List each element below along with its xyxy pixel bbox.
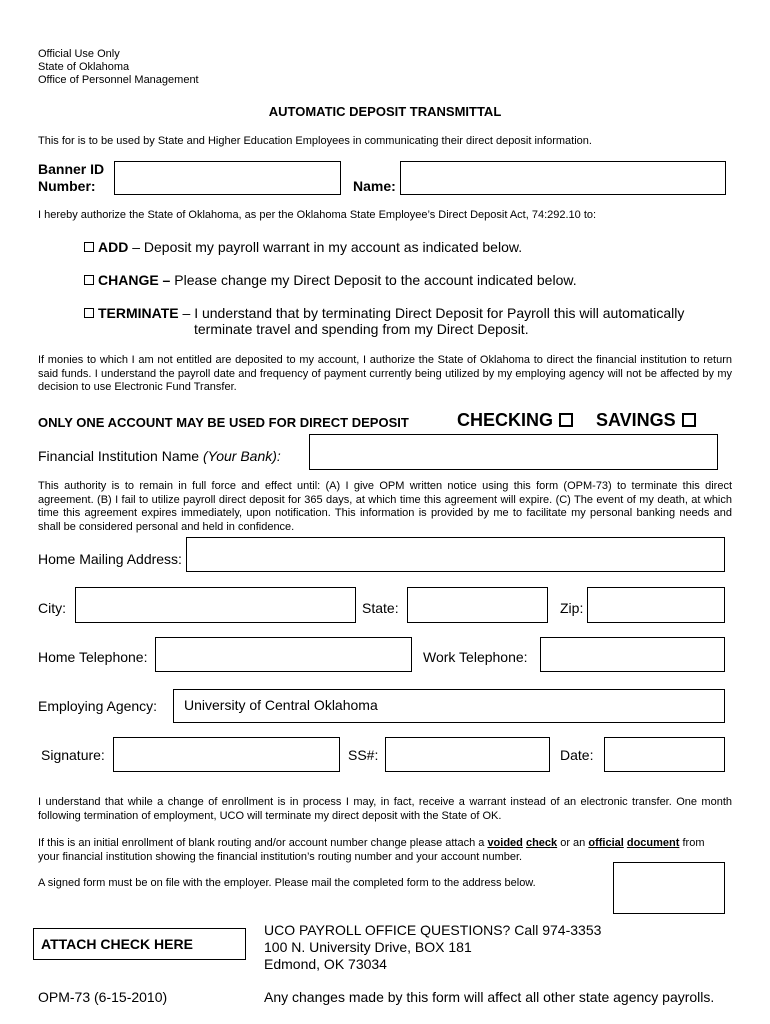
financial-institution-input[interactable] [309, 434, 718, 470]
work-telephone-input[interactable] [540, 637, 725, 672]
address-line-2: 100 N. University Drive, BOX 181 [264, 939, 472, 955]
financial-institution-label: Financial Institution Name (Your Bank): [38, 448, 281, 464]
change-checkbox[interactable] [84, 275, 94, 285]
only-one-account-text: ONLY ONE ACCOUNT MAY BE USED FOR DIRECT DEPOSIT [38, 415, 409, 430]
official-use-box [613, 862, 725, 914]
employing-agency-input[interactable] [173, 689, 725, 723]
name-label: Name: [353, 178, 396, 194]
header [38, 48, 199, 87]
signed-form-text: A signed form must be on file with the employer. Please mail the completed form to the address below. [38, 877, 536, 889]
home-address-label: Home Mailing Address: [38, 551, 182, 567]
address-line-3: Edmond, OK 73034 [264, 956, 387, 972]
home-telephone-input[interactable] [155, 637, 412, 672]
home-address-input[interactable] [186, 537, 725, 572]
address-line-1: UCO PAYROLL OFFICE QUESTIONS? Call 974-3353 [264, 922, 602, 938]
zip-input[interactable] [587, 587, 725, 623]
initial-enrollment-paragraph: If this is an initial enrollment of blank routing and/or account number change please attach a voided check or an official document from your financial institution showing the financial institution’s routing number and your account number. [38, 837, 705, 863]
payroll-office-address [264, 922, 601, 973]
checking-checkbox[interactable] [559, 413, 573, 427]
banner-id-label: Banner ID Number: [38, 161, 105, 194]
authority-paragraph: This authority is to remain in full force and effect until: (A) I give OPM written notice using this form (OPM-73) to terminate this direct agreement. (B) I fail to utilize payroll direct deposit for 365 days, at which time this agreement will expire. (C) The event of my death, at which time this agreement expires immediately, upon notification. This information is provided by me to facilitate my personal banking needs and shall be considered personal and held in confidence. [38, 480, 732, 533]
header-line-1: Official Use Only [38, 48, 120, 60]
date-input[interactable] [604, 737, 725, 772]
zip-label: Zip: [560, 600, 584, 616]
employing-agency-label: Employing Agency: [38, 698, 158, 714]
terminate-text-line-2: terminate travel and spending from my Direct Deposit. [194, 321, 529, 337]
checking-option[interactable]: CHECKING [457, 410, 573, 431]
form-title: AUTOMATIC DEPOSIT TRANSMITTAL [268, 104, 502, 119]
add-checkbox[interactable] [84, 242, 94, 252]
banner-id-input[interactable] [114, 161, 341, 195]
savings-option[interactable]: SAVINGS [596, 410, 696, 431]
attach-check-box [33, 928, 246, 960]
authorize-text: I hereby authorize the State of Oklahoma, as per the Oklahoma State Employee’s Direct Deposit Act, 74:292.10 to: [38, 209, 597, 221]
state-label: State: [362, 600, 399, 616]
city-label: City: [38, 600, 66, 616]
footer-note: Any changes made by this form will affect all other state agency payrolls. [264, 989, 715, 1005]
signature-label: Signature: [41, 747, 105, 763]
header-line-3: Office of Personnel Management [38, 74, 199, 86]
state-input[interactable] [407, 587, 548, 623]
work-telephone-label: Work Telephone: [423, 649, 528, 665]
employing-agency-value: University of Central Oklahoma [184, 697, 378, 713]
monies-paragraph: If monies to which I am not entitled are deposited to my account, I authorize the State of Oklahoma to direct the financial institution to return said funds. I understand the payroll date and frequency of payment currently being utilized by my employing agency will not be affected by my decision to use Electronic Fund Transfer. [38, 354, 732, 393]
name-input[interactable] [400, 161, 726, 195]
attach-check-label: ATTACH CHECK HERE [41, 936, 193, 952]
intro-text: This for is to be used by State and Higher Education Employees in communicating their direct deposit information. [38, 135, 592, 147]
terminate-checkbox[interactable] [84, 308, 94, 318]
form-number: OPM-73 (6-15-2010) [38, 989, 168, 1005]
home-telephone-label: Home Telephone: [38, 649, 148, 665]
option-change[interactable]: CHANGE – Please change my Direct Deposit to the account indicated below. [84, 272, 577, 288]
header-line-2: State of Oklahoma [38, 61, 130, 73]
signature-input[interactable] [113, 737, 340, 772]
enrollment-paragraph: I understand that while a change of enrollment is in process I may, in fact, receive a warrant instead of an electronic transfer. One month following termination of employment, UCO will terminate my direct deposit with the State of OK. [38, 796, 732, 822]
savings-checkbox[interactable] [682, 413, 696, 427]
date-label: Date: [560, 747, 594, 763]
ssn-label: SS#: [348, 747, 379, 763]
ssn-input[interactable] [385, 737, 550, 772]
city-input[interactable] [75, 587, 356, 623]
option-terminate[interactable]: TERMINATE – I understand that by terminating Direct Deposit for Payroll this will automatically [84, 305, 684, 321]
option-add[interactable]: ADD – Deposit my payroll warrant in my account as indicated below. [84, 239, 522, 255]
